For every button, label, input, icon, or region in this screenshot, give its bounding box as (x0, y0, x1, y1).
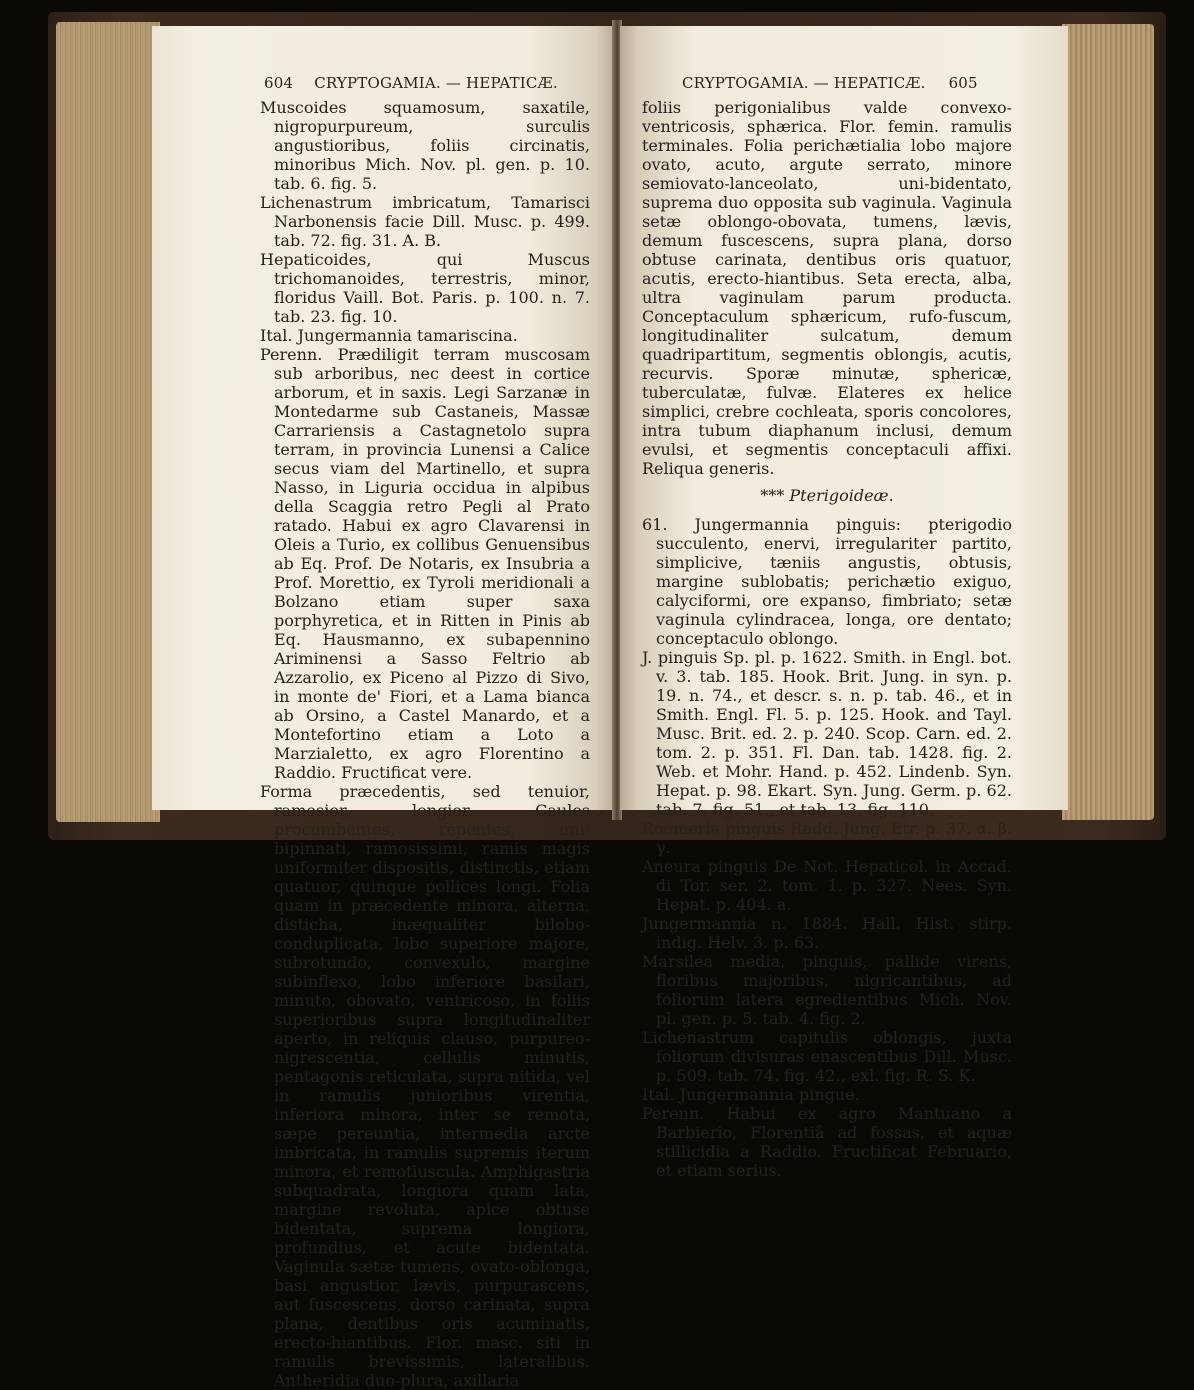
page-edges-left (56, 22, 160, 822)
paragraph: 61. Jungermannia pinguis: pterigodio succulento, enervi, irregulariter partito, simplicive, tæniis angustis, obtusis, margine sublobatis; perichætio exiguo, calyciformi, ore expanso, fimbriato; setæ vaginula cylindracea, longa, ore dentato; conceptaculo oblongo. (642, 515, 1012, 648)
right-page-number: 605 (948, 74, 978, 92)
paragraph: Hepaticoides, qui Muscus trichomanoides, terrestris, minor, floridus Vaill. Bot. Paris. p. 100. n. 7. tab. 23. fig. 10. (260, 250, 590, 326)
right-running-head (682, 74, 978, 92)
paragraph: Roemeria pinguis Radd. Jung. Etr. p. 37. α. β. γ. (642, 819, 1012, 857)
paragraph: Marsilea media, pinguis, pallide virens, floribus majoribus, nigricantibus, ad foliorum latera egredientibus Mich. Nov. pl. gen. p. 5. tab. 4. fig. 2. (642, 952, 1012, 1028)
paragraph: Aneura pinguis De Not. Hepaticol. in Accad. di Tor. ser. 2. tom. 1. p. 327. Nees. Syn. Hepat. p. 404. a. (642, 857, 1012, 914)
right-page (620, 26, 1068, 1180)
paragraph: Lichenastrum imbricatum, Tamarisci Narbonensis facie Dill. Musc. p. 499. tab. 72. fig. 31. A. B. (260, 193, 590, 250)
right-text-block (642, 98, 1012, 1180)
left-page-number: 604 (264, 74, 294, 92)
left-text-block (260, 98, 590, 1390)
paragraph: Perenn. Prædiligit terram muscosam sub arboribus, nec deest in cortice arborum, et in saxis. Legi Sarzanæ in Montedarme sub Castaneis, Massæ Carrariensis a Castagnetolo supra terram, in provincia Lunensi a Calice secus viam del Martinello, et supra Nasso, in Liguria occidua in alpibus della Scaggia retro Pegli al Prato ratado. Habui ex agro Clavarensi in Oleis a Turio, ex collibus Genuensibus ab Eq. Prof. De Notaris, ex Insubria a Prof. Morettio, ex Tyroli meridionali a Bolzano etiam super saxa porphyretica, et in Ritten in Pinis ab Eq. Hausmanno, ex subapennino Ariminensi a Sasso Feltrio ab Azzarolio, ex Piceno al Pizzo di Sivo, in monte de' Fiori, et a Lama bianca ab Orsino, a Castel Manardo, et a Montefortino etiam a Loto a Marzialetto, ex agro Florentino a Raddio. Fructificat vere. (260, 345, 590, 782)
paragraph: Ital. Jungermannia tamariscina. (260, 326, 518, 345)
paragraph: Forma præcedentis, sed tenuior, ramosior, longior. Caules procumbentes, repentes, uni-bipinnati, ramosissimi, ramis magis uniformiter dispositis, distinctis, etiam quatuor, quinque pollices longi. Folia quam in præcedente minora, alterna, disticha, inæqualiter bilobo-conduplicata, lobo superiore majore, subrotundo, convexulo, margine subinflexo, lobo inferiore basilari, minuto, obovato, ventricoso, in foliis superioribus supra longitudinaliter aperto, in reliquis clauso, purpureo-nigrescentia, cellulis minutis, pentagonis reticulata, supra nitida, vel in ramulis junioribus virentia, inferiora minora, inter se remota, sæpe pereuntia, intermedia arcte imbricata, in ramulis supremis iterum minora, et remotiuscula. Amphigastria subquadrata, longiora quam lata, margine revoluta, apice obtuse bidentata, suprema longiora, profundius, et acute bidentata. Vaginula sætæ tumens, ovato-oblonga, basi angustior, lævis, purpurascens, aut fuscescens, dorso carinata, supra plana, dentibus oris acuminatis, erecto-hiantibus. Flor. masc. siti in ramulis brevissimis, lateralibus. Antheridia duo-plura, axillaria (260, 782, 590, 1390)
right-running-title: CRYPTOGAMIA. — HEPATICÆ. (682, 74, 926, 92)
section-heading: *** Pterigoideæ. (760, 486, 894, 505)
paragraph: Muscoides squamosum, saxatile, nigropurpureum, surculis angustioribus, foliis circinatis, minoribus Mich. Nov. pl. gen. p. 10. tab. 6. fig. 5. (260, 98, 590, 193)
left-running-title: CRYPTOGAMIA. — HEPATICÆ. (314, 74, 558, 92)
paragraph: Ital. Jungermannia pingue. (642, 1085, 860, 1104)
left-page (152, 26, 614, 1390)
paragraph: J. pinguis Sp. pl. p. 1622. Smith. in Engl. bot. v. 3. tab. 185. Hook. Brit. Jung. in syn. p. 19. n. 74., et descr. s. n. p. tab. 46., et in Smith. Engl. Fl. 5. p. 125. Hook. and Tayl. Musc. Brit. ed. 2. p. 240. Scop. Carn. ed. 2. tom. 2. p. 351. Fl. Dan. tab. 1428. fig. 2. Web. et Mohr. Hand. p. 452. Lindenb. Syn. Hepat. p. 98. Ekart. Syn. Jung. Germ. p. 62. tab. 7. fig. 51., et tab. 13. fig. 110. (642, 648, 1012, 819)
paragraph: Perenn. Habui ex agro Mantuano a Barbierio, Florentiâ ad fossas, et aquæ stillicidia a Raddio. Fructificat Februario, et etiam serius. (642, 1104, 1012, 1180)
left-running-head (264, 74, 558, 92)
paragraph: Lichenastrum capitulis oblongis, juxta foliorum divisuras enascentibus Dill. Musc. p. 509. tab. 74. fig. 42., exl. fig. R. S. K. (642, 1028, 1012, 1085)
page-edges-right (1062, 24, 1154, 820)
paragraph: foliis perigonialibus valde convexo-ventricosis, sphærica. Flor. femin. ramulis terminales. Folia perichætialia lobo majore ovato, acuto, argute serrato, minore semiovato-lanceolato, uni-bidentato, suprema duo opposita sub vaginula. Vaginula setæ oblongo-obovata, tumens, lævis, demum fuscescens, supra plana, dorso obtuse carinata, dentibus oris quatuor, acutis, erecto-hiantibus. Seta erecta, alba, ultra vaginulam parum producta. Conceptaculum sphæricum, rufo-fuscum, longitudinaliter sulcatum, demum quadripartitum, segmentis oblongis, acutis, recurvis. Sporæ minutæ, sphericæ, tuberculatæ, fulvæ. Elateres ex helice simplici, crebre cochleata, sporis concolores, intra tubum diaphanum inclusi, demum evulsi, et segmentis conceptaculi affixi. Reliqua generis. (642, 98, 1012, 478)
paragraph: Jungermannia n. 1884. Hall. Hist. stirp. indig. Helv. 3. p. 63. (642, 914, 1012, 952)
